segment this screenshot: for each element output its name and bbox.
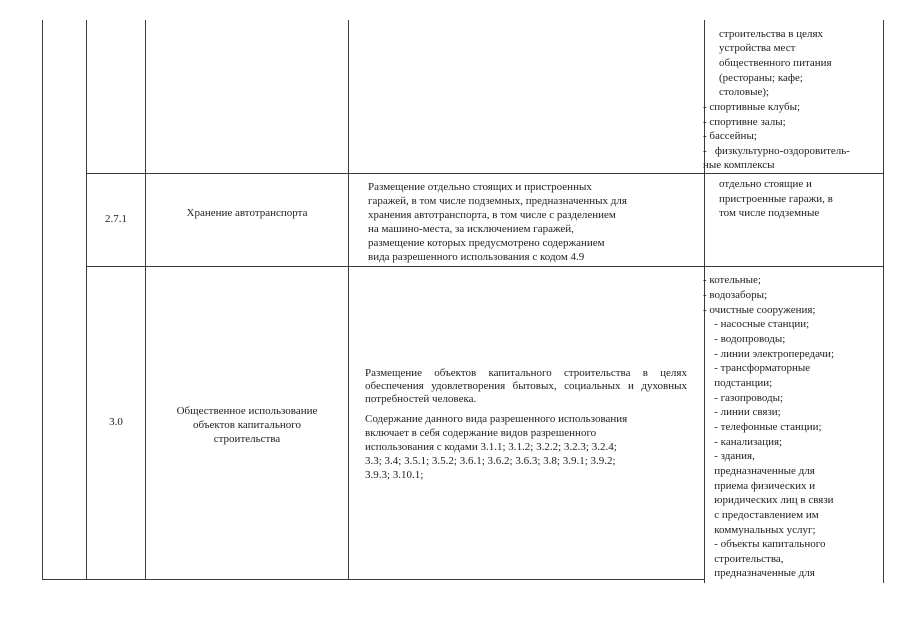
table-column-divider [145,20,146,580]
permitted-line: - линии электропередачи; [706,348,835,360]
permitted-line: - газопроводы; [706,392,784,404]
permitted-line: - бассейны; [703,130,757,142]
table-column-divider [348,20,349,580]
permitted-line: отдельно стоящие и [719,178,812,190]
permitted-line: - здания, [706,450,755,462]
permitted-line: - водозаборы; [703,289,768,301]
row-code: 3.0 [109,416,123,428]
row-name: Общественное использование [176,405,318,417]
permitted-line: - телефонные станции; [706,421,822,433]
description-line: хранения автотранспорта, в том числе с разделением [368,209,616,221]
permitted-line: приема физических и [706,480,816,492]
permitted-line: - линии связи; [706,406,781,418]
row-code: 2.7.1 [105,213,127,225]
permitted-line: подстанции; [706,377,773,389]
description-paragraph: Размещение объектов капитального строительства в целях обеспечения удовлетворения бытовых, социальных и духовных потребностей человека. [365,367,687,405]
permitted-line: - физкультурно-оздоровитель- [703,145,850,157]
permitted-line: с предоставлением им [706,509,819,521]
row-name: строительства [213,433,281,445]
table-column-divider [86,20,87,580]
permitted-line: пристроенные гаражи, в [719,193,833,205]
permitted-line: столовые); [719,86,770,98]
permitted-line: - насосные станции; [706,318,810,330]
description-line: Содержание данного вида разрешенного использования [365,413,628,425]
description-line: вида разрешенного использования с кодом 4.9 [368,251,585,263]
permitted-line: - трансформаторные [706,362,811,374]
table-row-divider [86,173,884,174]
permitted-line: ные комплексы [703,159,775,171]
permitted-line: коммунальных услуг; [706,524,816,536]
permitted-line: юридических лиц в связи [706,494,834,506]
row-name: объектов капитального [193,419,301,431]
description-line: на машино-места, за исключением гаражей, [368,223,574,235]
description-line: размещение которых предусмотрено содержанием [368,237,605,249]
permitted-line: - котельные; [703,274,761,286]
description-line: 3.3; 3.4; 3.5.1; 3.5.2; 3.6.1; 3.6.2; 3.6.3; 3.8; 3.9.1; 3.9.2; [365,455,616,467]
description-line: Размещение отдельно стоящих и пристроенных [368,181,592,193]
permitted-line: строительства в целях [719,28,824,40]
permitted-line: том числе подземные [719,207,820,219]
permitted-line: устройства мест [719,42,796,54]
description-line: гаражей, в том числе подземных, предназначенных для [368,195,627,207]
permitted-line: общественного питания [719,57,832,69]
table-border-bottom [42,579,705,580]
table-border-left [42,20,43,580]
permitted-line: предназначенные для [706,465,815,477]
description-line: использования с кодами 3.1.1; 3.1.2; 3.2.2; 3.2.3; 3.2.4; [365,441,617,453]
permitted-line: - спортивне залы; [703,116,786,128]
permitted-line: (рестораны; кафе; [719,72,803,84]
description-line: 3.9.3; 3.10.1; [365,469,424,481]
permitted-line: - спортивные клубы; [703,101,801,113]
permitted-line: предназначенные для [706,567,815,579]
permitted-line: строительства, [706,553,784,565]
permitted-line: - водопроводы; [706,333,786,345]
table-row-divider [86,266,884,267]
description-line: включает в себя содержание видов разрешенного [365,427,597,439]
row-name: Хранение автотранспорта [186,207,308,219]
permitted-line: - канализация; [706,436,783,448]
permitted-line: - очистные сооружения; [703,304,816,316]
table-border-right [883,20,884,583]
permitted-line: - объекты капитального [706,538,826,550]
